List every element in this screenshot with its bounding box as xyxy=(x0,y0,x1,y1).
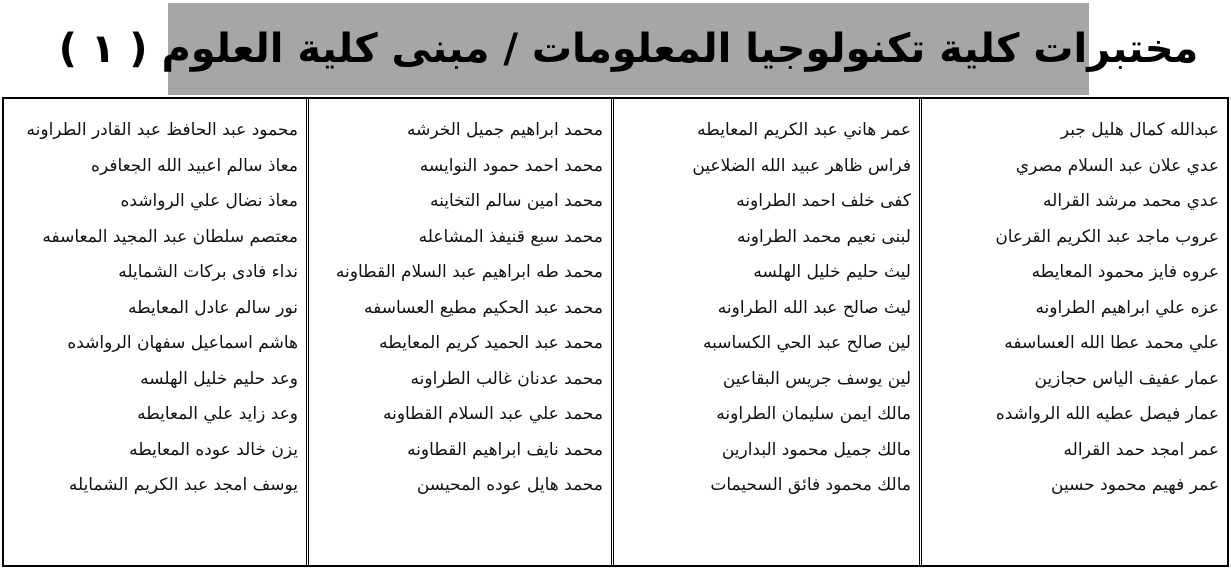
student-name: محمد سبع قنيفذ المشاعله xyxy=(418,226,603,247)
student-name: لين يوسف جريس البقاعين xyxy=(722,368,911,389)
student-name: عروه فايز محمود المعايطه xyxy=(1031,262,1219,282)
student-name: محمد نايف ابراهيم القطاونه xyxy=(407,439,603,460)
student-name: عمار فيصل عطيه الله الرواشده xyxy=(995,404,1219,424)
student-name: عمر فهيم محمود حسين xyxy=(1051,475,1219,495)
student-name: مالك محمود فائق السحيمات xyxy=(710,475,911,495)
student-name: نور سالم عادل المعايطه xyxy=(128,297,298,318)
student-name: محمود عبد الحافظ عبد القادر الطراونه xyxy=(26,120,298,140)
student-name: عمار عفيف الياس حجازين xyxy=(1034,368,1219,389)
student-name: عدي علان عبد السلام مصري xyxy=(1015,155,1219,176)
student-name: هاشم اسماعيل سفهان الرواشده xyxy=(67,333,298,353)
student-name: يوسف امجد عبد الكريم الشمايله xyxy=(68,475,298,495)
student-name: محمد علي عبد السلام القطاونه xyxy=(382,404,603,424)
student-name: كفى خلف احمد الطراونه xyxy=(736,191,911,211)
student-name: محمد عدنان غالب الطراونه xyxy=(410,368,603,389)
student-name: مالك جميل محمود البدارين xyxy=(721,439,911,460)
student-name: مالك ايمن سليمان الطراونه xyxy=(716,404,911,424)
names-table xyxy=(2,97,1229,567)
names-column-1 xyxy=(922,99,1227,565)
page-title: مختبرات كلية تكنولوجيا المعلومات / مبنى كلية العلوم ( ١ ) xyxy=(58,26,1199,72)
student-name: محمد طه ابراهيم عبد السلام القطاونه xyxy=(335,262,603,282)
student-name: عدي محمد مرشد القراله xyxy=(1043,191,1219,211)
student-name: ليث صالح عبد الله الطراونه xyxy=(717,297,911,318)
student-name: وعد زايد علي المعايطه xyxy=(137,404,298,424)
student-name: محمد امين سالم التخاينه xyxy=(429,191,603,211)
student-name: عبدالله كمال هليل جبر xyxy=(1060,120,1219,140)
student-name: فراس ظاهر عبيد الله الضلاعين xyxy=(692,155,911,176)
student-name: ليث حليم خليل الهلسه xyxy=(753,262,911,282)
student-name: نداء فادى بركات الشمايله xyxy=(118,262,298,282)
student-name: محمد ابراهيم جميل الخرشه xyxy=(407,120,603,140)
student-name: معتصم سلطان عبد المجيد المعاسفه xyxy=(42,226,298,247)
student-name: محمد عبد الحميد كريم المعايطه xyxy=(379,333,603,353)
student-name: معاذ نضال علي الرواشده xyxy=(120,191,298,211)
student-name: علي محمد عطا الله العساسفه xyxy=(1004,333,1219,353)
student-name: محمد هايل عوده المحيسن xyxy=(416,475,603,495)
title-banner xyxy=(58,3,1199,95)
student-name: محمد احمد حمود النوايسه xyxy=(419,155,603,176)
student-name: عمر هاني عبد الكريم المعايطه xyxy=(697,120,911,140)
student-name: يزن خالد عوده المعايطه xyxy=(129,439,298,460)
student-name: وعد حليم خليل الهلسه xyxy=(140,368,298,389)
student-name: لين صالح عبد الحي الكساسبه xyxy=(702,333,911,353)
student-name: معاذ سالم اعبيد الله الجعافره xyxy=(91,155,298,176)
names-column-4 xyxy=(4,99,309,565)
student-name: عمر امجد حمد القراله xyxy=(1063,439,1219,460)
student-name: لبنى نعيم محمد الطراونه xyxy=(736,226,911,247)
student-name: محمد عبد الحكيم مطيع العساسفه xyxy=(364,297,603,318)
student-name: عروب ماجد عبد الكريم القرعان xyxy=(995,226,1219,247)
names-column-3 xyxy=(309,99,614,565)
student-name: عزه علي ابراهيم الطراونه xyxy=(1035,297,1219,318)
names-column-2 xyxy=(614,99,922,565)
